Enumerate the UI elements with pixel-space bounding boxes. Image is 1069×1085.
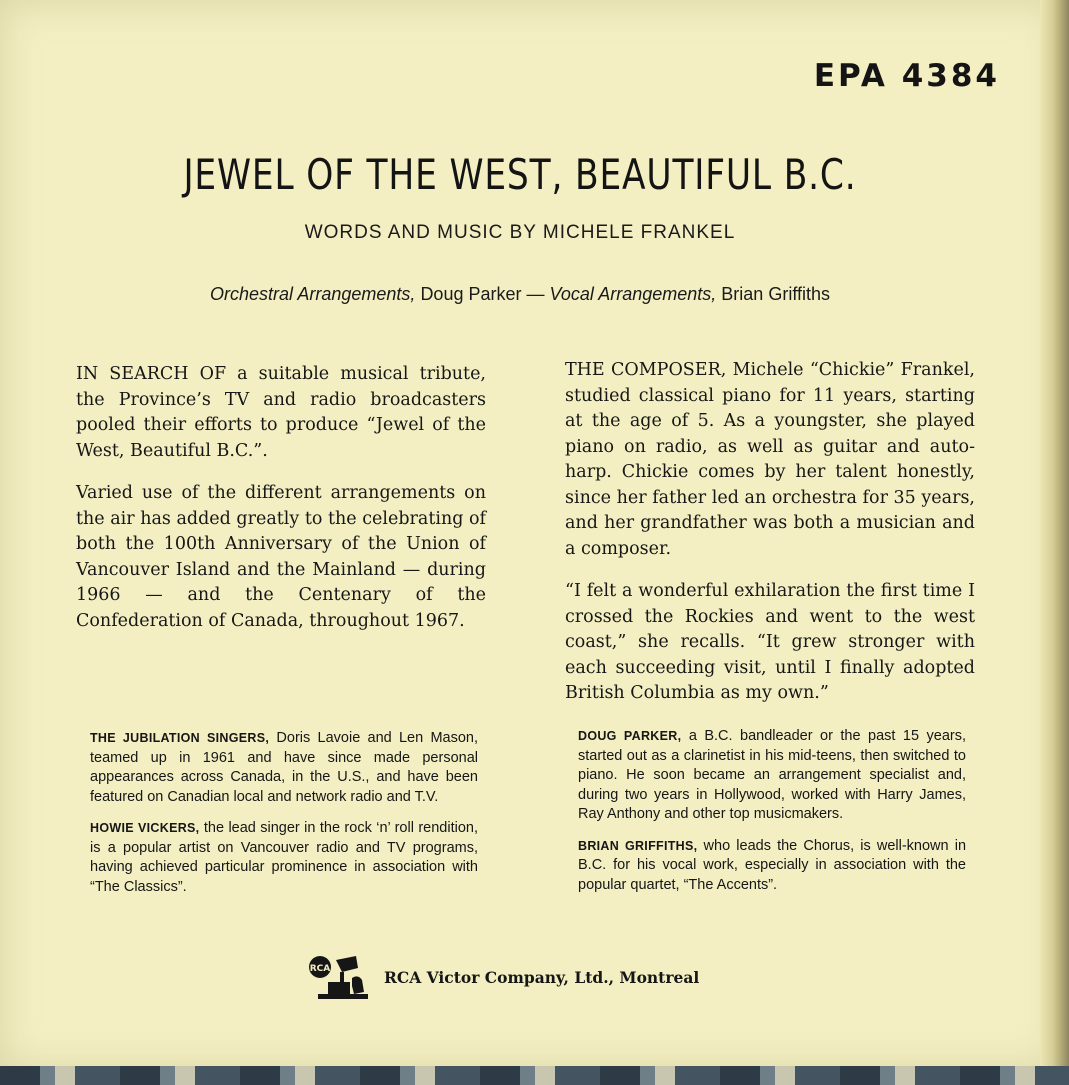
paragraph-quote: “I felt a wonderful exhilaration the first time I crossed the Rockies and went to the west coast,” she recalls. “It grew stronger with each succeeding visit, until I finally adopted British Columbia as my own.” — [565, 581, 975, 703]
bio-name: THE JUBILATION SINGERS, — [90, 731, 270, 745]
artist-bios-right — [578, 727, 966, 907]
song-title: JEWEL OF THE WEST, BEAUTIFUL B.C. — [183, 150, 857, 199]
bio-text: who leads the Chorus, is well-known in B.C. for his vocal work, especially in association with the popular quartet, “The Accents”. — [578, 837, 967, 893]
songwriter-credit: WORDS AND MUSIC BY MICHELE FRANKEL — [304, 222, 736, 243]
vocal-label: Vocal Arrangements, — [549, 284, 717, 304]
company-name: RCA Victor Company, Ltd., Montreal — [384, 968, 700, 987]
sleeve-bottom-edge — [0, 1066, 1069, 1085]
bio-text: Doris Lavoie and Len Mason, teamed up in 1961 and have since made personal appearances across Canada, in the U.S., and have been featured on Canadian local and network radio and T.V. — [90, 730, 478, 805]
bio-text: the lead singer in the rock ‘n’ roll rendition, is a popular artist on Vancouver radio and TV programs, having achieved particular prominence in association with “The Classics”. — [90, 820, 478, 895]
credits-separator: — — [526, 284, 545, 304]
sleeve-right-edge — [1040, 0, 1069, 1085]
bio-jubilation-singers — [90, 729, 478, 807]
paragraph-search: IN SEARCH OF a suitable musical tribute, the Province’s TV and radio broadcasters pooled their efforts to produce “Jewel of the West, Beautiful B.C.”. — [76, 364, 486, 461]
logo-text: RCA — [309, 964, 331, 974]
bio-howie-vickers — [90, 819, 478, 897]
label-footer — [306, 954, 726, 1004]
vocal-arranger: Brian Griffiths — [721, 284, 830, 304]
liner-notes-right — [565, 358, 975, 724]
rca-nipper-logo-icon — [306, 954, 370, 1002]
bio-text: a B.C. bandleader or the past 15 years, started out as a clarinetist in his mid-teens, then switched to piano. He soon became an arrangement specialist and, during two years in Hollywood, worked with Harry James, Ray Anthony and other top musicmakers. — [578, 728, 966, 822]
bio-name: BRIAN GRIFFITHS, — [578, 838, 698, 853]
orchestral-arranger: Doug Parker — [420, 284, 522, 304]
bio-brian-griffiths — [578, 837, 966, 896]
arrangement-credits — [0, 284, 1040, 305]
catalog-number: EPA 4384 — [813, 58, 1000, 94]
artist-bios-left — [90, 729, 478, 909]
paragraph-composer: THE COMPOSER, Michele “Chickie” Frankel, studied classical piano for 11 years, starting at the age of 5. As a youngster, she played piano on radio, as well as guitar and auto-harp. Chickie comes by her talent honestly, since her father led an orchestra for 35 years, and her grandfather was both a musician and a composer. — [565, 360, 975, 559]
orchestral-label: Orchestral Arrangements, — [210, 284, 416, 304]
liner-notes-left — [76, 362, 486, 651]
bio-name: DOUG PARKER, — [578, 729, 682, 743]
paragraph-varied-use: Varied use of the different arrangements on the air has added greatly to the celebrating of both the 100th Anniversary of the Union of Vancouver Island and the Mainland — during 1966 — and the Centenary of the Confederation of Canada, throughout 1967. — [76, 483, 486, 631]
bio-name: HOWIE VICKERS, — [90, 821, 200, 835]
bio-doug-parker — [578, 727, 966, 825]
